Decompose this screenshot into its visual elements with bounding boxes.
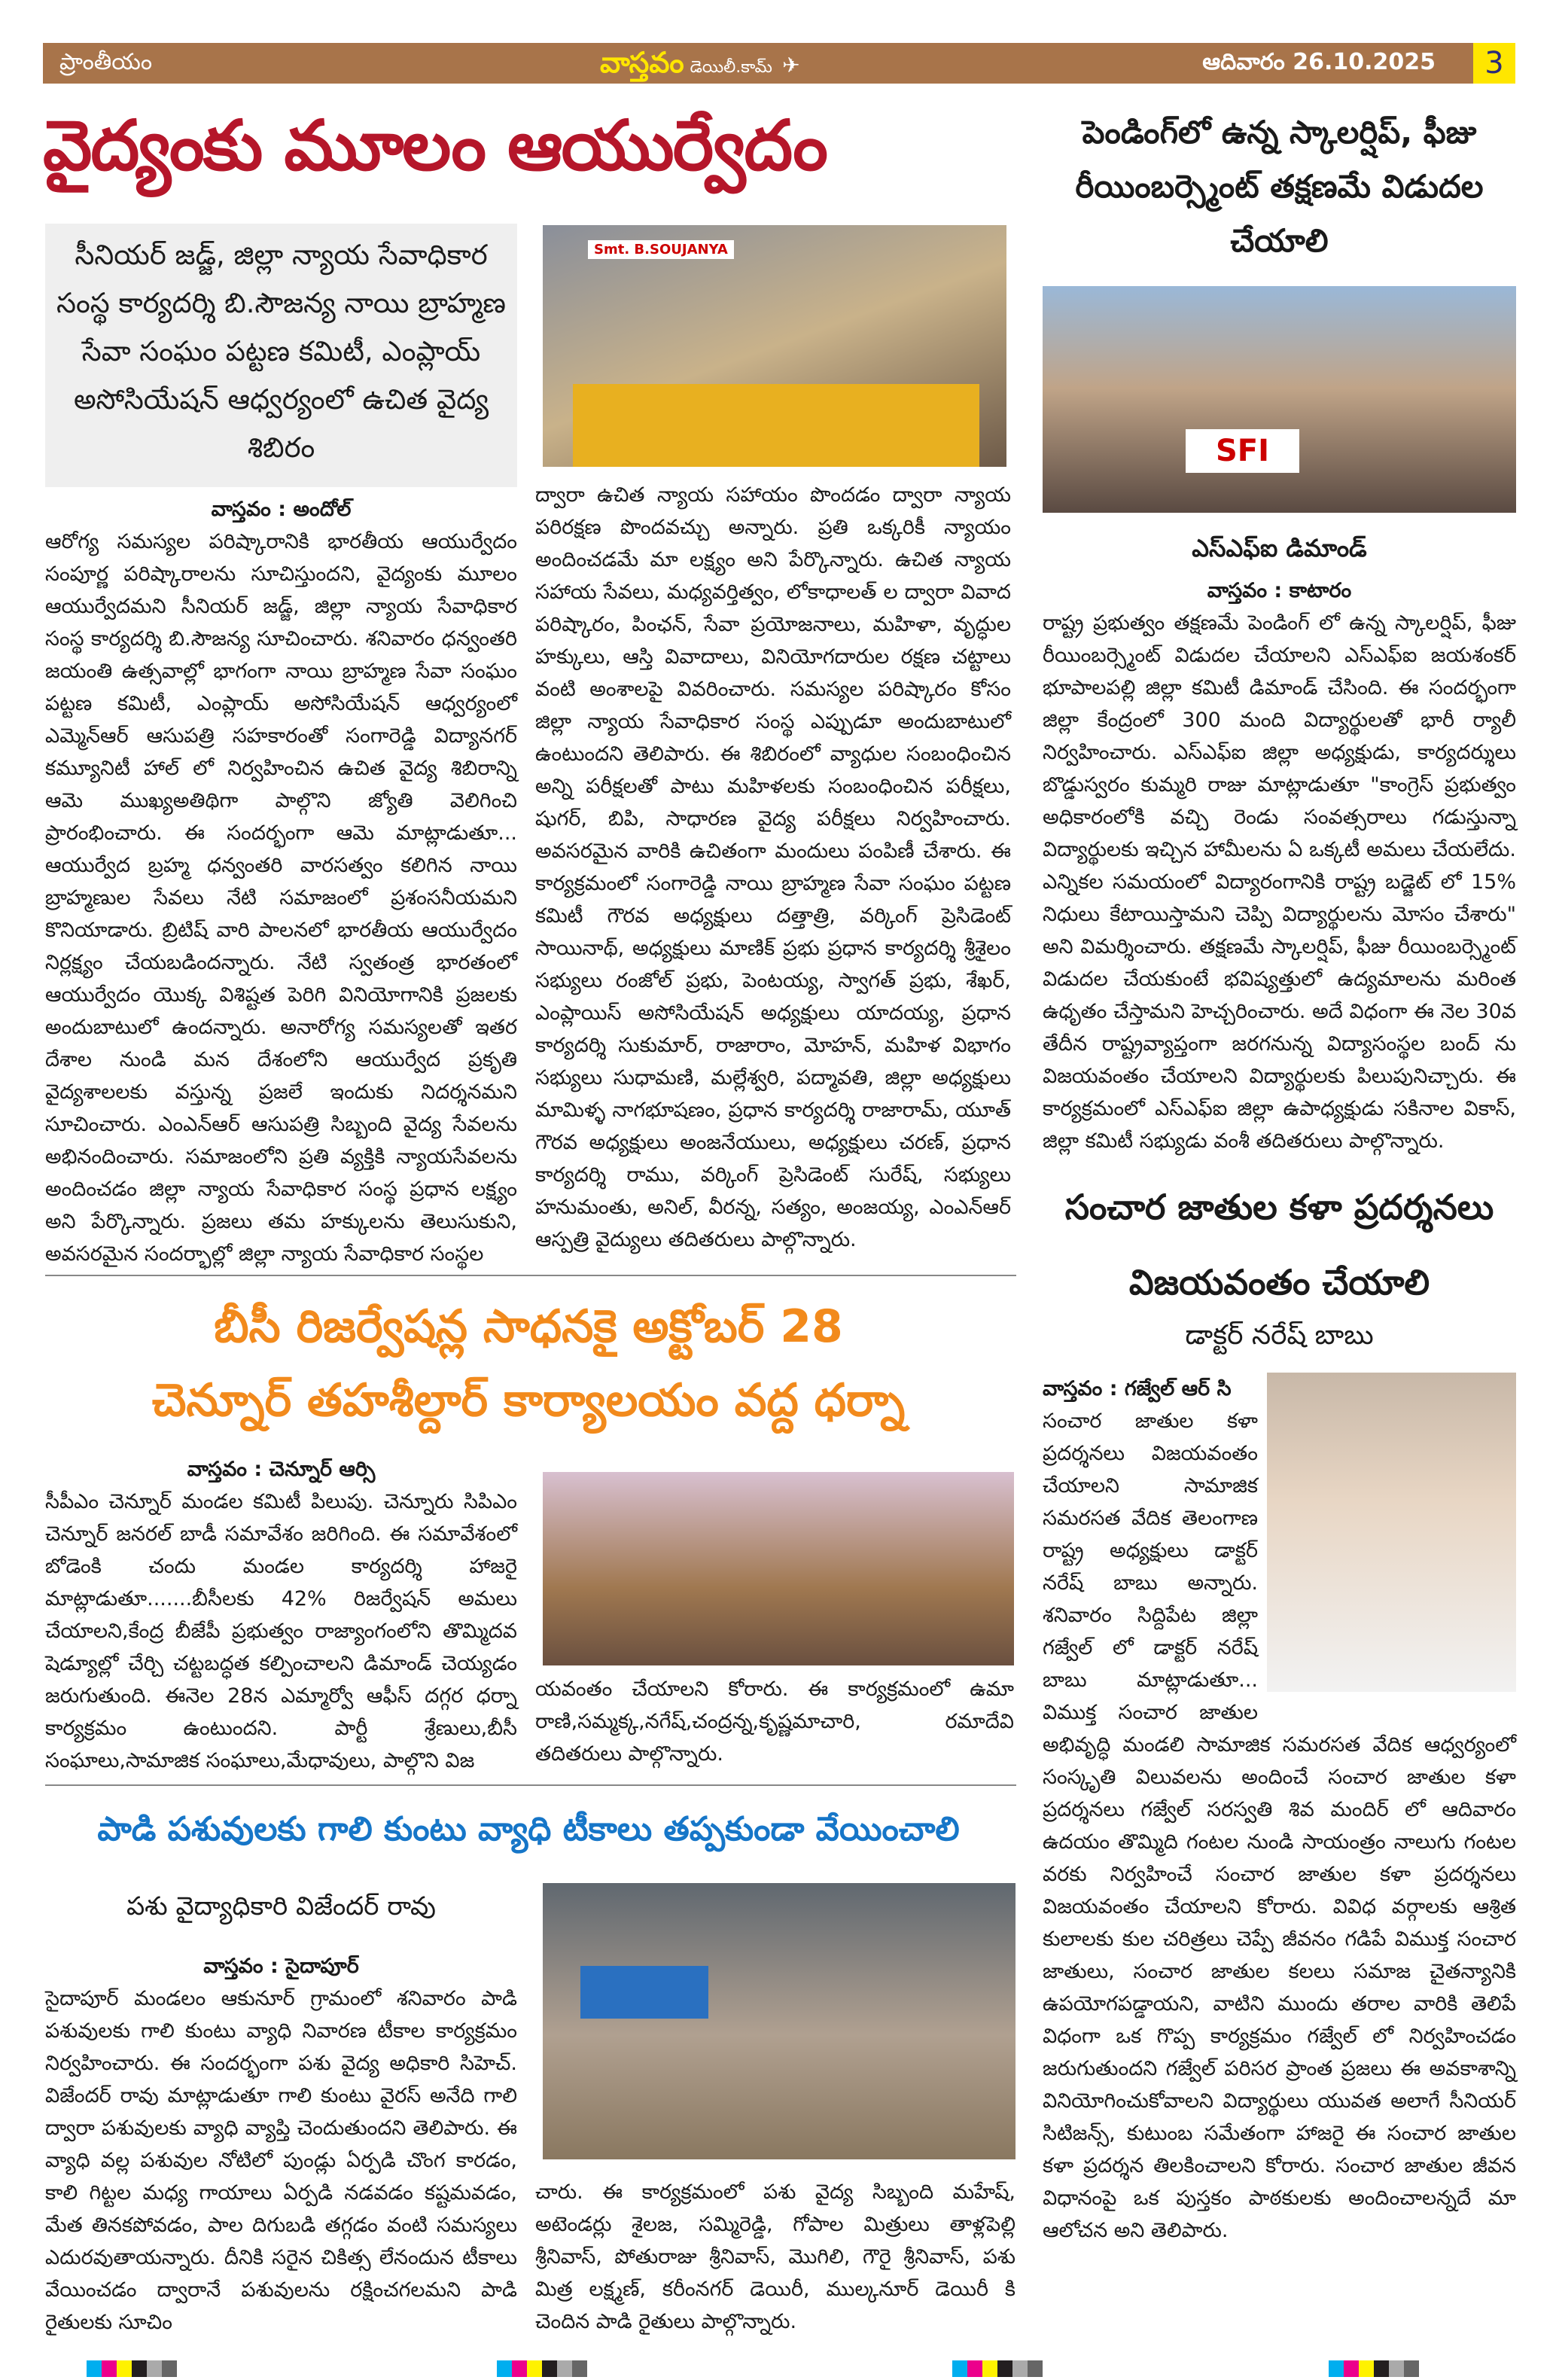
color-registration-bar: [497, 2360, 587, 2377]
story5-headline: పాడి పశువులకు గాలి కుంటు వ్యాధి టీకాలు తప్పకుండా వేయించాలి: [97, 1810, 960, 1848]
story5-body-left: [45, 1950, 517, 2339]
page-number: 3: [1473, 43, 1515, 84]
main-headline: వైద్యంకు మూలం ఆయుర్వేదం: [43, 105, 827, 186]
dateline: వాస్తవం : కాటారం: [1207, 579, 1352, 602]
body-text: సంచార జాతుల కళా ప్రదర్శనలు విజయవంతం చేయాలని సామాజిక సమరసత వేదిక తెలంగాణ రాష్ట్ర అధ్యక్షులు డాక్టర్ నరేష్ బాబు అన్నారు. శనివారం సిద్దిపేట జిల్లా గజ్వేల్ లో డాక్టర్ నరేష్ బాబు మాట్లాడుతూ... విముక్త సంచార జాతుల అభివృద్ధి మండలి సామాజిక సమరసత వేదిక ఆధ్వర్యంలో సంస్కృతి విలువలను అందించే సంచార జాతుల కళా ప్రదర్శనలు గజ్వేల్ సరస్వతి శివ మందిర్ లో ఆదివారం ఉదయం తొమ్మిది గంటల నుండి సాయంత్రం నాలుగు గంటల వరకు నిర్వహించే సంచార జాతుల కళా ప్రదర్శనలు విజయవంతం చేయాలని కోరారు. వివిధ వర్గాలకు ఆశ్రిత కులాలకు కుల చరిత్రలు చెప్పే జీవనం గడిపే విముక్త సంచార జాతులు, సంచార జాతుల కలలు సమాజ చైతన్యానికి ఉపయోగపడ్డాయని, వాటిని ముందు తరాల వారికి తెలిపే విధంగా ఒక గొప్ప కార్యక్రమం గజ్వేల్ లో నిర్వహించడం జరుగుతుందని గజ్వేల్ పరిసర ప్రాంత ప్రజలు ఈ అవకాశాన్ని వినియోగించుకోవాలని విద్యార్థులు యువత అలాగే సీనియర్ సిటిజన్స్, కుటుంబ సమేతంగా హాజరై ఈ సంచార జాతుల కళా ప్రదర్శన తిలకించాలని కోరారు. సంచార జాతుల జీవన విధానంపై ఒక పుస్తకం పాఠకులకు అందించాలన్నదే మా ఆలోచన అని తెలిపారు.: [1043, 1409, 1516, 2242]
dateline: వాస్తవం : అందోల్: [211, 498, 352, 521]
dateline: వాస్తవం : చెన్నూర్ ఆర్సి: [187, 1458, 376, 1481]
brand-name: వాస్తవం: [600, 46, 684, 79]
body-text: రాష్ట్ర ప్రభుత్వం తక్షణమే పెండింగ్ లో ఉన్న స్కాలర్షిప్, ఫీజు రీయింబర్స్మెంట్ విడుదల చేయాలని ఎస్ఎఫ్ఐ జయశంకర్ భూపాలపల్లి జిల్లా కమిటీ డిమాండ్ చేసింది. ఈ సందర్భంగా జిల్లా కేంద్రంలో 300 మంది విద్యార్థులతో భారీ ర్యాలీ నిర్వహించారు. ఎస్ఎఫ్ఐ జిల్లా అధ్యక్షుడు, కార్యదర్శులు బొడ్డుస్వరం కుమ్మరి రాజు మాట్లాడుతూ "కాంగ్రెస్ ప్రభుత్వం అధికారంలోకి వచ్చి రెండు సంవత్సరాలు గడుస్తున్నా విద్యార్థులకు ఇచ్చిన హామీలను ఏ ఒక్కటీ అమలు చేయలేదు. ఎన్నికల సమయంలో విద్యారంగానికి రాష్ట్ర బడ్జెట్ లో 15% నిధులు కేటాయిస్తామని చెప్పి విద్యార్థులను మోసం చేశారు" అని విమర్శించారు. తక్షణమే స్కాలర్షిప్, ఫీజు రీయింబర్స్మెంట్ విడుదల చేయకుంటే భవిష్యత్తులో ఉద్యమాలను మరింత ఉధృతం చేస్తామని హెచ్చరించారు. అదే విధంగా ఈ నెల 30వ తేదీన రాష్ట్రవ్యాప్తంగా జరగనున్న విద్యాసంస్థల బంద్ ను విజయవంతం చేయాలని విద్యార్థులకు పిలుపునిచ్చారు. ఈ కార్యక్రమంలో ఎస్ఎఫ్ఐ జిల్లా ఉపాధ్యక్షుడు సకినాల వికాస్, జిల్లా కమిటీ సభ్యుడు వంశీ తదితరులు పాల్గొన్నారు.: [1043, 611, 1516, 1153]
headline-line: విజయవంతం చేయాలి: [1128, 1262, 1430, 1303]
story2-body: [1043, 574, 1516, 1157]
story1-photo: [543, 225, 1006, 467]
section-name: ప్రాంతీయం: [59, 49, 153, 75]
body-text: సైదాపూర్ మండలం ఆకునూర్ గ్రామంలో శనివారం పాడి పశువులకు గాలి కుంటు వ్యాధి నివారణ టీకాల కార్యక్రమం నిర్వహించారు. ఈ సందర్భంగా పశు వైద్య అధికారి సిహెచ్. విజేందర్ రావు మాట్లాడుతూ గాలి కుంటు వైరస్ అనేది గాలి ద్వారా పశువులకు వ్యాధి వ్యాప్తి చెందుతుందని తెలిపారు. ఈ వ్యాధి వల్ల పశువుల నోటిలో పుండ్లు ఏర్పడి చొంగ కారడం, కాలి గిట్టల మధ్య గాయాలు ఏర్పడి నడవడం కష్టమవడం, మేత తినకపోవడం, పాల దిగుబడి తగ్గడం వంటి సమస్యలు ఎదురవుతాయన్నారు. దీనికి సరైన చికిత్స లేనందున టీకాలు వేయించడం ద్వారానే పశువులను రక్షించగలమని పాడి రైతులకు సూచిం: [45, 1987, 517, 2334]
divider: [45, 1784, 1016, 1786]
color-registration-bar: [87, 2360, 177, 2377]
masthead-logo: [600, 46, 800, 87]
right-column: [1043, 105, 1516, 2247]
story3-portrait-photo: [1267, 1373, 1516, 1692]
story2-headline: పెండింగ్‌లో ఉన్న స్కాలర్షిప్, ఫీజు రీయింబర్స్మెంట్ తక్షణమే విడుదల చేయాలి: [1075, 114, 1484, 259]
story2-title: ఎస్ఎఫ్ఐ డిమాండ్: [1192, 534, 1367, 562]
color-registration-bar: [1329, 2360, 1419, 2377]
story4-photo: [543, 1472, 1014, 1665]
color-registration-bar: [952, 2360, 1043, 2377]
story4-body-left: [45, 1453, 517, 1777]
story2-photo: [1043, 286, 1516, 513]
story4-headline: [43, 1290, 1014, 1437]
body-text: ఆరోగ్య సమస్యల పరిష్కారానికి భారతీయ ఆయుర్వేదం సంపూర్ణ పరిష్కారాలను సూచిస్తుందని, వైద్యంకు మూలం ఆయుర్వేదమని సీనియర్ జడ్జ్, జిల్లా న్యాయ సేవాధికార సంస్థ కార్యదర్శి బి.సౌజన్య సూచించారు. శనివారం ధన్వంతరి జయంతి ఉత్సవాల్లో భాగంగా నాయి బ్రాహ్మణ సేవా సంఘం పట్టణ కమిటీ, ఎంప్లాయ్ అసోసియేషన్ ఆధ్వర్యంలో ఎమ్మెన్ఆర్ ఆసుపత్రి సహకారంతో సంగారెడ్డి విద్యానగర్ కమ్యూనిటీ హాల్ లో నిర్వహించిన ఉచిత వైద్య శిబిరాన్ని ఆమె ముఖ్యఅతిథిగా పాల్గొని జ్యోతి వెలిగించి ప్రారంభించారు. ఈ సందర్భంగా ఆమె మాట్లాడుతూ... ఆయుర్వేద బ్రహ్మ ధన్వంతరి వారసత్వం కలిగిన నాయి బ్రాహ్మణుల సేవలు నేటి సమాజంలో ప్రశంసనీయమని కొనియాడారు. బ్రిటిష్ వారి పాలనలో భారతీయ ఆయుర్వేదం నిర్లక్ష్యం చేయబడిందన్నారు. నేటి స్వతంత్ర భారతంలో ఆయుర్వేదం యొక్క విశిష్టత పెరిగి వినియోగానికి ప్రజలకు అందుబాటులో ఉందన్నారు. అనారోగ్య సమస్యలతో ఇతర దేశాల నుండి మన దేశంలోని ఆయుర్వేద ప్రకృతి వైద్యశాలలకు వస్తున్న ప్రజలే ఇందుకు నిదర్శనమని సూచించారు. ఎంఎన్ఆర్ ఆసుపత్రి సిబ్బంది వైద్య సేవలను అభినందించారు. సమాజంలోని ప్రతి వ్యక్తికి న్యాయసేవలను అందించడం జిల్లా న్యాయ సేవాధికార సంస్థ ప్రధాన లక్ష్యం అని పేర్కొన్నారు. ప్రజలు తమ హక్కులను తెలుసుకుని, అవసరమైన సందర్భాల్లో జిల్లా న్యాయ సేవాధికార సంస్థల: [45, 530, 517, 1266]
story5-subheadline: పశు వైద్యాధికారి విజేందర్ రావు: [126, 1891, 436, 1921]
story5-photo: [543, 1883, 1016, 2159]
story1-body-left: [45, 493, 517, 1270]
dateline: వాస్తవం : సైదాపూర్: [203, 1955, 359, 1978]
divider: [45, 1275, 1016, 1276]
page-header: [43, 43, 1473, 84]
photo-banner-text: SFI: [1186, 429, 1299, 473]
dateline: వాస్తవం : గజ్వేల్ ఆర్ సి: [1043, 1377, 1232, 1400]
story3-byline: డాక్టర్ నరేష్ బాబు: [1185, 1320, 1374, 1351]
headline-line: బీసీ రిజర్వేషన్ల సాధనకై అక్టోబర్ 28: [214, 1300, 843, 1353]
story1-body-middle: ద్వారా ఉచిత న్యాయ సహాయం పొందడం ద్వారా న్యాయ పరిరక్షణ పొందవచ్చు అన్నారు. ప్రతి ఒక్కరికీ న్యాయం అందించడమే మా లక్ష్యం అని పేర్కొన్నారు. ఉచిత న్యాయ సహాయ సేవలు, మధ్యవర్తిత్వం, లోకాధాలత్ ల ద్వారా వివాద పరిష్కారం, పింఛన్, సేవా ప్రయోజనాలు, మహిళా, వృద్ధుల హక్కులు, ఆస్తి వివాదాలు, వినియోగదారుల రక్షణ చట్టాలు వంటి అంశాలపై వివరించారు. సమస్యల పరిష్కారం కోసం జిల్లా న్యాయ సేవాధికార సంస్థ ఎప్పుడూ అందుబాటులో ఉంటుందని తెలిపారు. ఈ శిబిరంలో వ్యాధుల సంబంధించిన అన్ని పరీక్షలతో పాటు మహిళలకు సంబంధించిన పరీక్షలు, షుగర్, బిపి, సాధారణ వైద్య పరీక్షలు నిర్వహించారు. అవసరమైన వారికి ఉచితంగా మందులు పంపిణీ చేశారు. ఈ కార్యక్రమంలో సంగారెడ్డి నాయి బ్రాహ్మణ సేవా సంఘం పట్టణ కమిటీ గౌరవ అధ్యక్షులు దత్తాత్రి, వర్కింగ్ ప్రెసిడెంట్ సాయినాథ్, అధ్యక్షులు మాణిక్ ప్రభు ప్రధాన కార్యదర్శి శ్రీశైలం సభ్యులు రంజోల్ ప్రభు, పెంటయ్య, స్వాగత్ ప్రభు, శేఖర్, ఎంప్లాయిస్ అసోసియేషన్ అధ్యక్షులు యాదయ్య, ప్రధాన కార్యదర్శి సుకుమార్, రాజారాం, మోహన్, మహిళ విభాగం సభ్యులు సుధామణి, మల్లేశ్వరి, పద్మావతి, జిల్లా అధ్యక్షులు మామిళ్ళ నాగభూషణం, ప్రధాన కార్యదర్శి రాజారామ్, యూత్ గౌరవ అధ్యక్షులు అంజనేయులు, అధ్యక్షులు చరణ్, ప్రధాన కార్యదర్శి రాము, వర్కింగ్ ప్రెసిడెంట్ సురేష్, సభ్యులు హనుమంతు, అనిల్, వీరన్న, సత్యం, అంజయ్య, ఎంఎన్ఆర్ ఆస్పత్రి వైద్యులు తదితరులు పాల్గొన్నారు.: [535, 483, 1011, 1251]
headline-line: సంచార జాతుల కళా ప్రదర్శనలు: [1064, 1187, 1494, 1227]
body-text: సీపీఎం చెన్నూర్ మండల కమిటీ పిలుపు. చెన్నూరు సిపిఎం చెన్నూర్ జనరల్ బాడీ సమావేశం జరిగింది. ఈ సమావేశంలో బోడెంకి చందు మండల కార్యదర్శి హాజరై మాట్లాడుతూ.......బీసీలకు 42% రిజర్వేషన్ అమలు చేయాలని,కేంద్ర బీజేపీ ప్రభుత్వం రాజ్యాంగంలోని తొమ్మిదవ షెడ్యూల్లో చేర్చి చట్టబద్ధత కల్పించాలని డిమాండ్ చెయ్యడం జరుగుతుంది. ఈనెల 28న ఎమ్మార్వో ఆఫీస్ దగ్గర ధర్నా కార్యక్రమం ఉంటుందని. పార్టీ శ్రేణులు,బీసీ సంఘాలు,సామాజిక సంఘాలు,మేధావులు, పాల్గొని విజ: [45, 1490, 517, 1772]
brand-suffix: డెయిలీ.కామ్: [690, 58, 772, 77]
table-cloth: [573, 384, 979, 467]
issue-date: ఆదివారం 26.10.2025: [1202, 49, 1436, 75]
photo-banner: [580, 1966, 708, 2019]
story3-headline: [1043, 1169, 1516, 1320]
bird-icon: ✈: [782, 53, 800, 78]
story3-body: [1043, 1373, 1516, 2247]
story1-subheadline: సీనియర్ జడ్జ్, జిల్లా న్యాయ సేవాధికార సంస్థ కార్యదర్శి బి.సౌజన్య నాయి బ్రాహ్మణ సేవా సంఘం పట్టణ కమిటీ, ఎంప్లాయ్ అసోసియేషన్ ఆధ్వర్యంలో ఉచిత వైద్య శిబిరం: [45, 224, 517, 487]
story5-body-middle: చారు. ఈ కార్యక్రమంలో పశు వైద్య సిబ్బంది మహేష్, అటెండర్లు శైలజ, సమ్మిరెడ్డి, గోపాల మిత్రులు తాళ్లపెల్లి శ్రీనివాస్, పోతురాజు శ్రీనివాస్, మొగిలి, గౌరై శ్రీనివాస్, పశు మిత్ర లక్ష్మణ్, కరీంనగర్ డెయిరీ, ముల్కనూర్ డెయిరీ కి చెందిన పాడి రైతులు పాల్గొన్నారు.: [535, 2180, 1016, 2333]
photo-banner-text: Smt. B.SOUJANYA: [588, 240, 734, 259]
headline-line: చెన్నూర్ తహశీల్దార్ కార్యాలయం వద్ద ధర్నా: [151, 1374, 906, 1427]
story4-body-middle: యవంతం చేయాలని కోరారు. ఈ కార్యక్రమంలో ఉమా రాణి,సమ్మక్క,నగేష్,చంద్రన్న,కృష్ణమాచారి, రమాదేవి తదితరులు పాల్గొన్నారు.: [535, 1678, 1014, 1766]
